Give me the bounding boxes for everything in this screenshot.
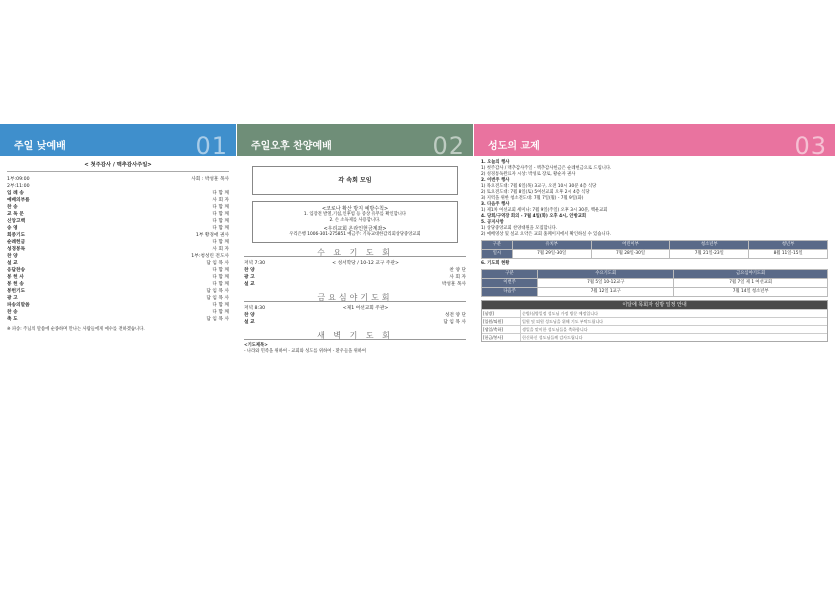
service-row bbox=[7, 204, 229, 211]
service-person: 담 임 목 사 bbox=[443, 320, 466, 325]
guide-row bbox=[482, 325, 827, 333]
service-row bbox=[244, 281, 466, 288]
service-item: 교 독 문 bbox=[7, 212, 24, 217]
service-person: 다 함 께 bbox=[212, 240, 229, 245]
service-item: 설 교 bbox=[7, 261, 18, 266]
news-item: 2) 토요전도대: 7월 8일(토) 5여선교회 오후 2시 4층 식당 bbox=[481, 190, 590, 195]
table-cell: 7월 28일-30일 bbox=[591, 250, 670, 259]
service-item: 예배의부름 bbox=[7, 198, 30, 203]
service-row bbox=[7, 309, 229, 316]
table-header: 청소년부 bbox=[670, 241, 749, 250]
service-person: 박성훈 목사 bbox=[441, 282, 466, 287]
prayer-title: <기도제목> bbox=[244, 343, 268, 348]
fri-sub: <제1 여선교회 주관> bbox=[342, 306, 389, 311]
service-person: 담 임 목 사 bbox=[206, 261, 229, 266]
time1: 1부:09:00 bbox=[7, 177, 30, 182]
guide-value: 생일을 맞이한 성도님들을 축하합니다 bbox=[522, 327, 588, 332]
table-header: 어린이부 bbox=[591, 241, 670, 250]
service-item: 축 도 bbox=[7, 317, 18, 322]
news-list bbox=[481, 160, 828, 238]
news-item: 1) 첫주감사 / 맥추감사주일 - 맥추감사헌금은 순례헌금으로 드립니다. bbox=[481, 166, 612, 171]
service-item: 회중기도 bbox=[7, 233, 26, 238]
camp-schedule-table bbox=[481, 240, 828, 259]
table-cell: 7월 14일 청소년부 bbox=[674, 288, 828, 297]
service-person: 다 함 께 bbox=[212, 219, 229, 224]
guide-title: 이달에 목회자 심방 일정 안내 bbox=[482, 301, 827, 309]
guide-key: [심방] bbox=[482, 310, 521, 317]
leader: 사회 : 박성훈 목사 bbox=[191, 177, 229, 182]
notice-title: <코로나 확산 방지 예방수칙> bbox=[321, 206, 389, 212]
guide-row bbox=[482, 333, 827, 341]
service-person: 다 함 께 bbox=[212, 212, 229, 217]
bulletin-sheet bbox=[0, 124, 835, 476]
news-item: 1) 목요전도대: 7월 6일(목) 3교구, 오전 10시 30분 4층 식당 bbox=[481, 184, 597, 189]
table-cell: 이번주 bbox=[482, 279, 538, 288]
table-cell: 7월 21일-23일 bbox=[670, 250, 749, 259]
guide-row bbox=[482, 309, 827, 317]
service-person: 다 함 께 bbox=[212, 226, 229, 231]
service-item: 파송의말씀 bbox=[7, 303, 30, 308]
service-row bbox=[7, 218, 229, 225]
service-person: 담 임 목 사 bbox=[206, 289, 229, 294]
service-row bbox=[7, 253, 229, 260]
service-person: 1부:청성린 전도사 bbox=[191, 254, 229, 259]
service-row bbox=[244, 267, 466, 274]
guide-key: [헌금/봉사] bbox=[482, 334, 521, 341]
notice-2: 2. 손 소독제를 사용합니다. bbox=[329, 218, 381, 223]
service-row bbox=[7, 260, 229, 267]
service-row bbox=[7, 302, 229, 309]
service-person: 찬 양 단 bbox=[449, 268, 466, 273]
panel-header bbox=[237, 124, 473, 160]
service-row bbox=[244, 274, 466, 281]
service-item: 신앙고백 bbox=[7, 219, 26, 224]
table-header: 구분 bbox=[482, 241, 513, 250]
service-item: 응답찬송 bbox=[7, 268, 26, 273]
panel-header bbox=[474, 124, 835, 160]
table-cell: 8월 11일-15일 bbox=[749, 250, 828, 259]
service-item: 성경봉독 bbox=[7, 247, 26, 252]
panel-header bbox=[0, 124, 236, 160]
service-person: 다 함 께 bbox=[212, 310, 229, 315]
panel-fellowship bbox=[474, 124, 835, 476]
service-row bbox=[7, 316, 229, 323]
panel-title: 주일 낮예배 bbox=[14, 141, 66, 152]
service-row bbox=[7, 225, 229, 232]
service-item: 송 영 bbox=[7, 226, 18, 231]
service-row bbox=[7, 281, 229, 288]
footer-note: ※ 파송: 주님의 말씀에 순종하며 만나는 사람들에게 예수를 전하겠습니다. bbox=[7, 327, 145, 332]
panel-title: 성도의 교제 bbox=[488, 141, 540, 152]
service-person: 다 함 께 bbox=[212, 191, 229, 196]
table-cell: 7월 12일 1교구 bbox=[538, 288, 674, 297]
panel-title: 주일오후 찬양예배 bbox=[251, 141, 332, 152]
news-item: 1. 오늘의 행사 bbox=[481, 160, 510, 165]
subtitle: < 첫주감사 / 맥추감사주일> bbox=[7, 162, 229, 172]
table-cell: 7월 7일 제 1 여선교회 bbox=[674, 279, 828, 288]
news-item: 1) 상당중앙교회 찬양대원을 모집합니다. bbox=[481, 226, 558, 231]
section-dawn: 새 벽 기 도 회 bbox=[244, 332, 466, 340]
service-person: 다 함 께 bbox=[212, 268, 229, 273]
service-row bbox=[7, 232, 229, 239]
service-item: 순례헌금 bbox=[7, 240, 26, 245]
online-title: <우리교회 온라인헌금계좌> bbox=[323, 226, 387, 232]
service-person: 담 임 목 사 bbox=[206, 296, 229, 301]
table-cell: 7월 29일-30일 bbox=[512, 250, 591, 259]
service-item: 찬 송 bbox=[7, 310, 18, 315]
service-item: 봉헌기도 bbox=[7, 289, 26, 294]
covid-notice bbox=[252, 201, 458, 243]
service-person: 다 함 께 bbox=[212, 282, 229, 287]
service-item: 찬 양 bbox=[244, 268, 255, 273]
service-person: 사 회 자 bbox=[212, 247, 229, 252]
panel-number: 02 bbox=[432, 132, 465, 160]
service-row bbox=[244, 319, 466, 326]
guide-value: 순방/심방일정 성도님 가정 방문 예정입니다 bbox=[522, 311, 598, 316]
service-item: 봉 헌 사 bbox=[7, 275, 24, 280]
fri-order bbox=[244, 312, 466, 326]
news-item: 1) 제1차 여선교회 세미나: 7월 9일(주일) 오후 3시 30분, 백운교회 bbox=[481, 208, 608, 213]
service-row bbox=[7, 239, 229, 246]
visitation-guide bbox=[481, 300, 828, 342]
service-row bbox=[7, 190, 229, 197]
service-person: 담 임 목 사 bbox=[206, 317, 229, 322]
fri-time: 저녁 8:30 bbox=[244, 306, 266, 311]
service-item: 봉 헌 송 bbox=[7, 282, 24, 287]
panel-number: 03 bbox=[794, 132, 827, 160]
service-item: 찬 양 bbox=[7, 254, 18, 259]
service-item: 설 교 bbox=[244, 320, 255, 325]
news-item: 5. 공지사항 bbox=[481, 220, 504, 225]
service-row bbox=[244, 312, 466, 319]
service-person: 사 회 자 bbox=[212, 198, 229, 203]
service-item: 설 교 bbox=[244, 282, 255, 287]
service-item: 광 고 bbox=[244, 275, 255, 280]
table-header: 수요기도회 bbox=[538, 270, 674, 279]
service-person: 다 함 께 bbox=[212, 205, 229, 210]
service-row bbox=[7, 274, 229, 281]
service-item: 광 고 bbox=[7, 296, 18, 301]
service-person: 성전 양 단 bbox=[444, 313, 466, 318]
service-row bbox=[7, 267, 229, 274]
guide-row bbox=[482, 317, 827, 325]
news-item: 2. 이번주 행사 bbox=[481, 178, 510, 183]
news-item: 3) 지역을 위한 청소전도대: 7월 7일(월) - 7월 9일(화) bbox=[481, 196, 584, 201]
panel-number: 01 bbox=[195, 132, 228, 160]
prayer-meeting-title: 6. 기도회 현황 bbox=[481, 261, 510, 266]
table-cell: 일시 bbox=[482, 250, 513, 259]
guide-value: 헌신하신 성도님들께 감사드립니다 bbox=[522, 335, 583, 340]
online-account: 우리은행 1006-301-275851 예금주: 기독교대한감리회상당중앙교회 bbox=[289, 232, 421, 237]
news-item: 2) 성경통독완료자 시상: 박성로 장로, 황순자 권사 bbox=[481, 172, 576, 177]
panel-sunday-worship bbox=[0, 124, 236, 476]
notice-1: 1. 입장전 발열,기침,인후염 등 증상 유무를 확인합니다 bbox=[303, 212, 407, 217]
panel-afternoon-worship bbox=[237, 124, 473, 476]
service-person: 다 함 께 bbox=[212, 275, 229, 280]
prayer-list: - 나라와 민족을 위하여 - 교회와 성도를 위하여 - 환우들을 위하여 bbox=[244, 349, 367, 354]
service-row bbox=[7, 295, 229, 302]
table-header: 유치부 bbox=[512, 241, 591, 250]
service-item: 찬 양 bbox=[244, 313, 255, 318]
wed-sub: < 성서학당 / 10-12 교구 주관> bbox=[332, 261, 399, 266]
service-person: 다 함 께 bbox=[212, 303, 229, 308]
table-header: 청년부 bbox=[749, 241, 828, 250]
time2: 2부:11:00 bbox=[7, 184, 30, 189]
service-row bbox=[7, 288, 229, 295]
table-cell: 다음주 bbox=[482, 288, 538, 297]
wed-time: 저녁 7:30 bbox=[244, 261, 266, 266]
guide-key: [생일/축하] bbox=[482, 326, 521, 333]
section-friday: 금요심야기도회 bbox=[244, 294, 466, 302]
news-item: 2) 예배영상 및 설교 요약은 교회 홈페이지에서 확인하실 수 있습니다. bbox=[481, 232, 612, 237]
service-person: 1부 황경애 권사 bbox=[195, 233, 229, 238]
service-row bbox=[7, 246, 229, 253]
table-header: 금요심야기도회 bbox=[674, 270, 828, 279]
service-item: 찬 송 bbox=[7, 205, 18, 210]
service-item: 입 례 송 bbox=[7, 191, 24, 196]
service-person: 사 회 자 bbox=[449, 275, 466, 280]
guide-key: [입원/퇴원] bbox=[482, 318, 521, 325]
prayer-meeting-table bbox=[481, 269, 828, 297]
order-of-service bbox=[7, 190, 229, 323]
news-item: 4. 당회/구역장 회의 - 7월 4일(화) 오후 4시, 안방교회 bbox=[481, 214, 587, 219]
wed-order bbox=[244, 267, 466, 288]
guide-value: 입원 및 퇴원 성도님을 위해 기도 부탁드립니다 bbox=[522, 319, 604, 324]
cell-meeting-box: 각 속회 모임 bbox=[252, 166, 458, 195]
service-row bbox=[7, 211, 229, 218]
table-header: 구분 bbox=[482, 270, 538, 279]
section-wednesday: 수 요 기 도 회 bbox=[244, 249, 466, 257]
table-cell: 7월 5일 10-12교구 bbox=[538, 279, 674, 288]
news-item: 3. 다음주 행사 bbox=[481, 202, 510, 207]
service-row bbox=[7, 197, 229, 204]
